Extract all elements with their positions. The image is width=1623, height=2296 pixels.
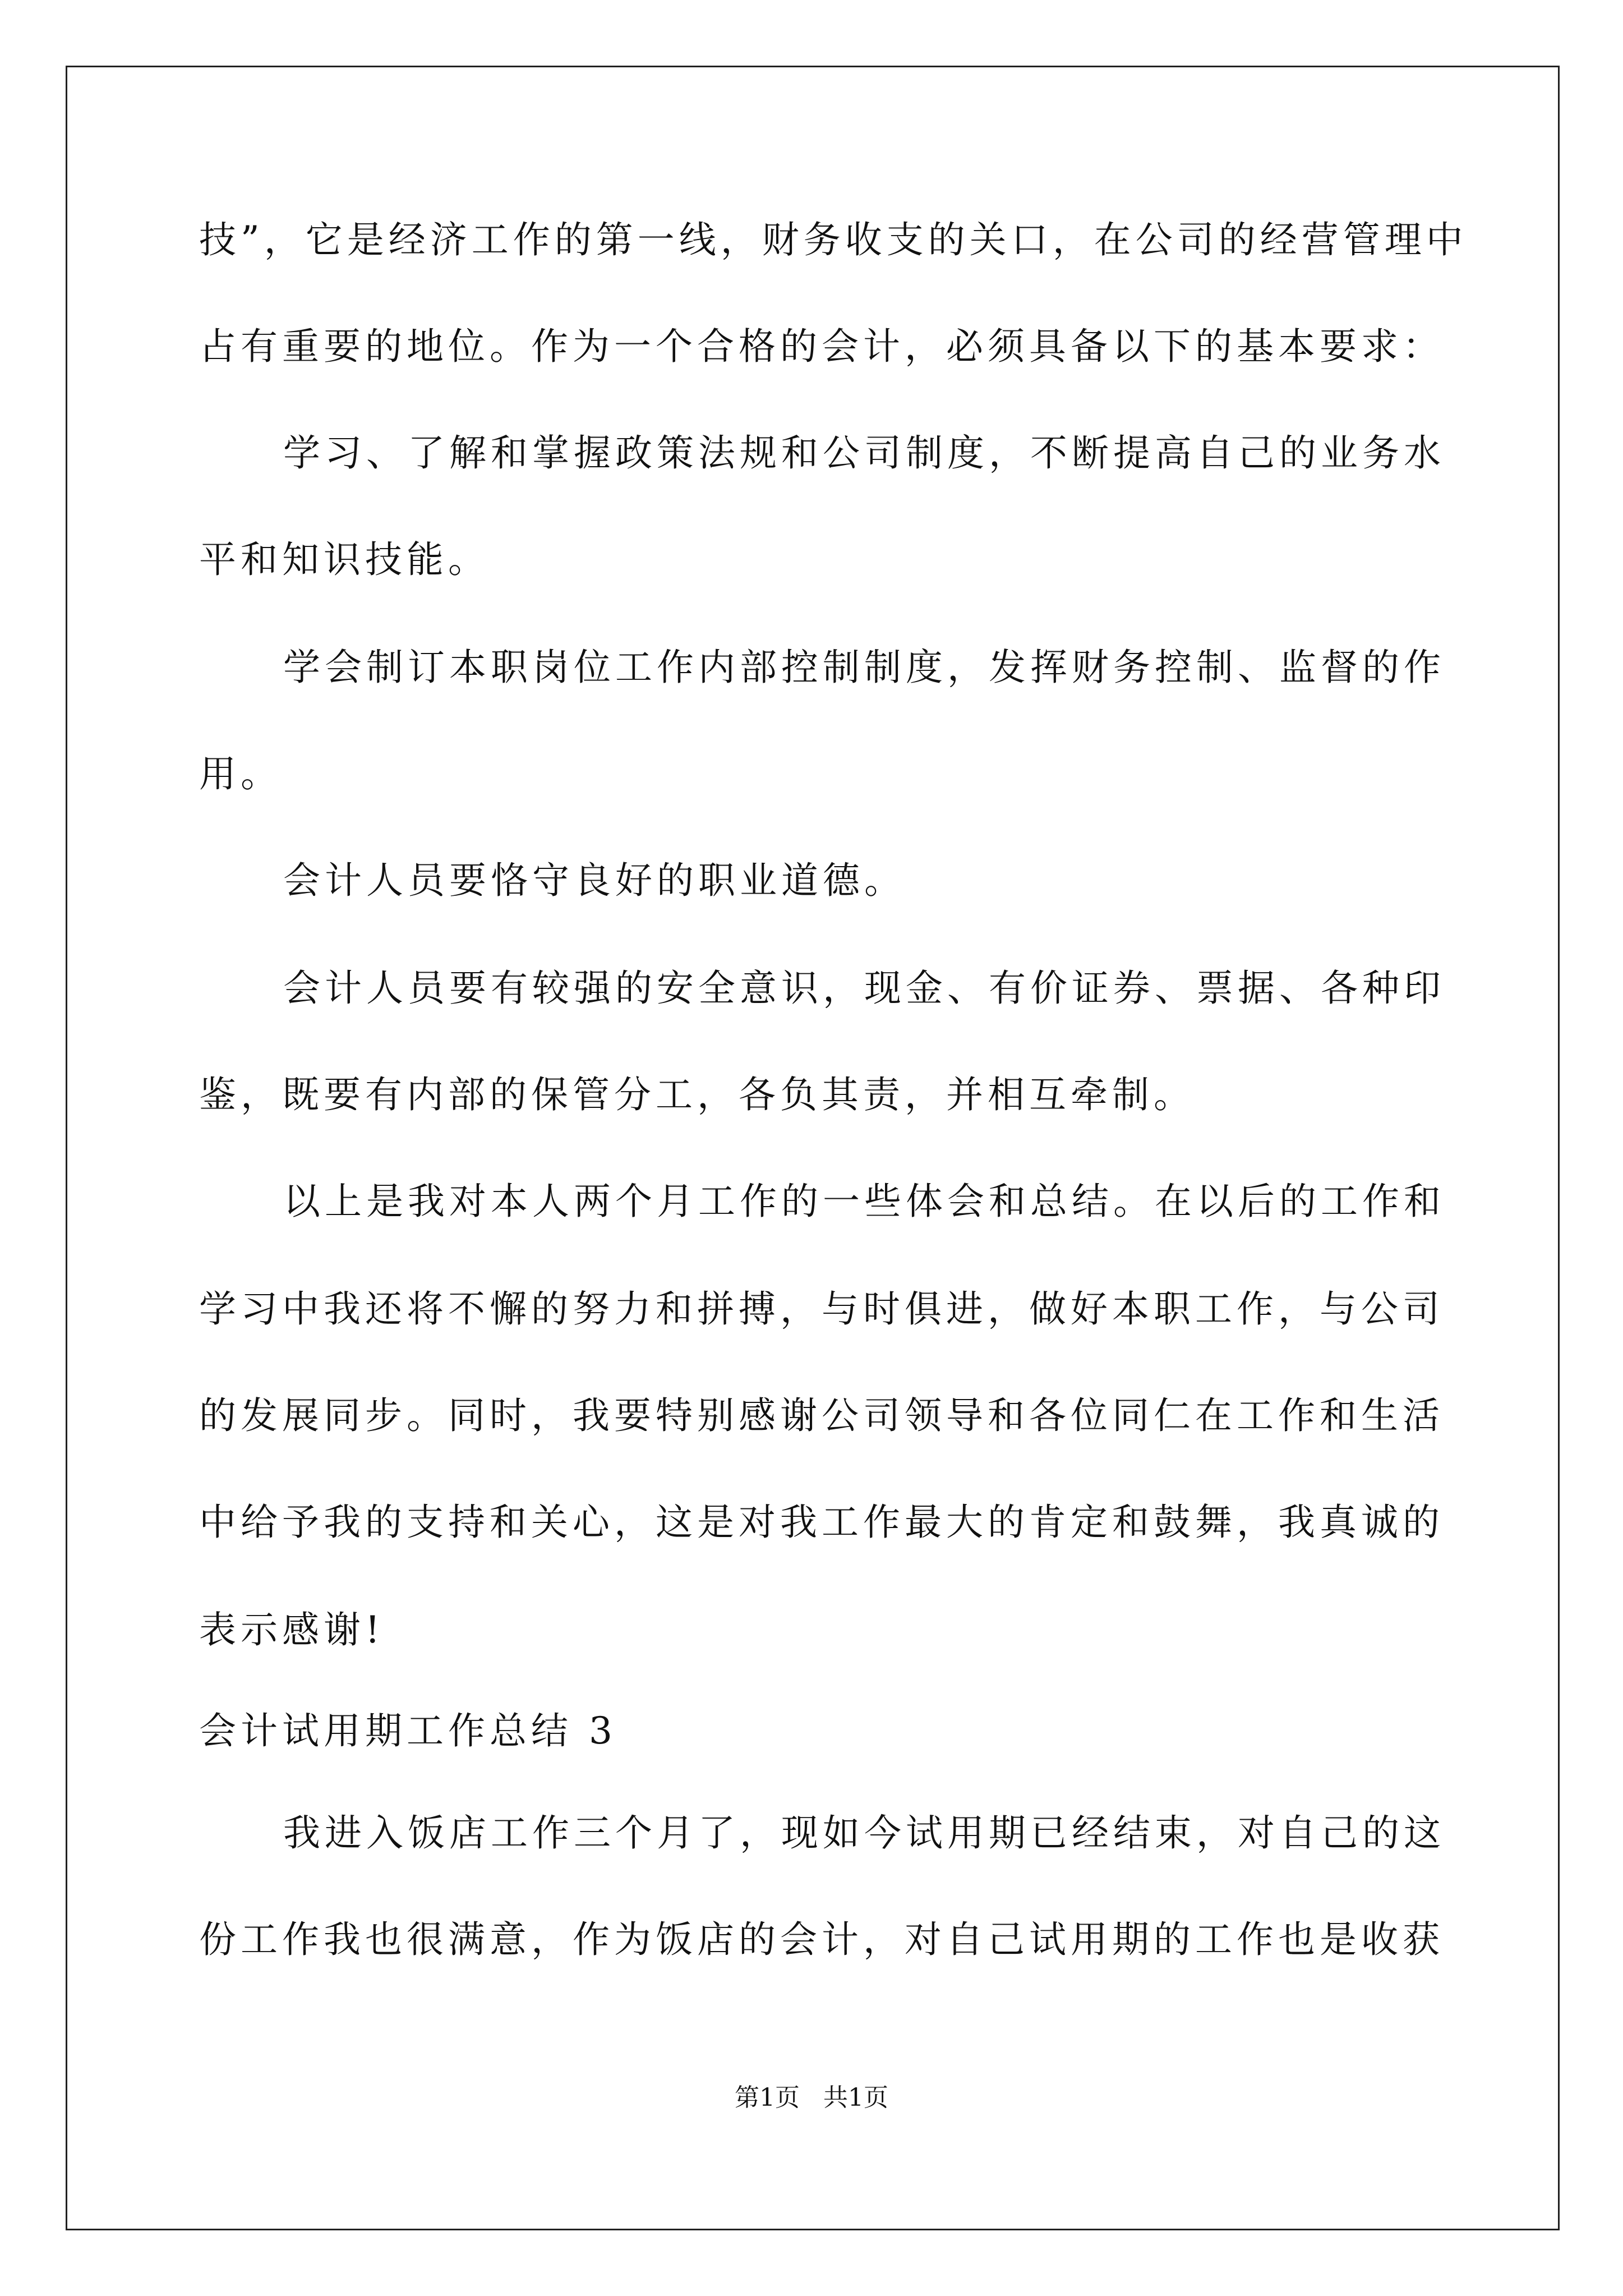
paragraph-line: 平和知识技能。 — [199, 538, 490, 581]
paragraph-line: 中给予我的支持和关心，这是对我工作最大的肯定和鼓舞，我真诚的 — [199, 1501, 1444, 1544]
paragraph-line: 学习、了解和掌握政策法规和公司制度，不断提高自己的业务水 — [283, 431, 1445, 475]
paragraph-line: 会计人员要恪守良好的职业道德。 — [283, 859, 906, 902]
paragraph-line: 占有重要的地位。作为一个合格的会计，必须具备以下的基本要求： — [199, 325, 1444, 368]
paragraph-line: 鉴，既要有内部的保管分工，各负其责，并相互牵制。 — [199, 1073, 1195, 1116]
page-border — [66, 66, 1560, 2230]
section-heading: 会计试用期工作总结 3 — [199, 1709, 617, 1752]
paragraph-line: 用。 — [199, 752, 282, 795]
paragraph-line: 会计人员要有较强的安全意识，现金、有价证券、票据、各种印 — [283, 967, 1445, 1010]
paragraph-line: 学会制订本职岗位工作内部控制制度，发挥财务控制、监督的作 — [283, 646, 1445, 689]
paragraph-line: 技”，它是经济工作的第一线，财务收支的关口，在公司的经营管理中 — [199, 218, 1468, 261]
paragraph-line: 表示感谢! — [199, 1608, 385, 1651]
paragraph-line: 的发展同步。同时，我要特别感谢公司领导和各位同仁在工作和生活 — [199, 1394, 1444, 1437]
paragraph-line: 份工作我也很满意，作为饭店的会计，对自己试用期的工作也是收获 — [199, 1918, 1444, 1961]
paragraph-line: 以上是我对本人两个月工作的一些体会和总结。在以后的工作和 — [283, 1180, 1445, 1223]
paragraph-line: 我进入饭店工作三个月了，现如今试用期已经结束，对自己的这 — [283, 1811, 1445, 1855]
paragraph-line: 学习中我还将不懈的努力和拼搏，与时俱进，做好本职工作，与公司 — [199, 1287, 1444, 1331]
page-footer: 第1页 共1页 — [735, 2083, 888, 2112]
